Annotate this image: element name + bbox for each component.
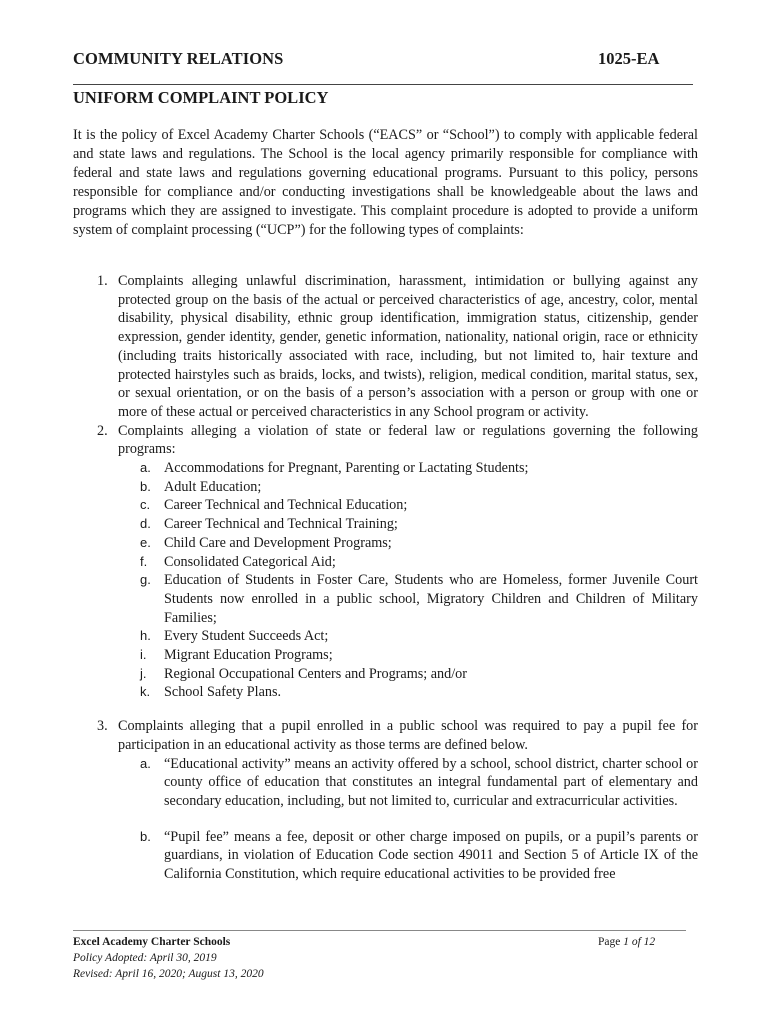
list-item-number: 1.	[97, 273, 108, 289]
sub-item-letter: d.	[140, 516, 151, 532]
sub-item-letter: j.	[140, 665, 147, 681]
policy-code: 1025-EA	[598, 49, 660, 68]
section-heading: COMMUNITY RELATIONS	[73, 49, 284, 68]
spacer	[73, 702, 698, 717]
header-divider	[73, 84, 693, 85]
sub-item-text: Child Care and Development Programs;	[164, 534, 392, 551]
policy-adopted-date: Policy Adopted: April 30, 2019	[73, 952, 217, 964]
page-number-value: 1 of 12	[623, 936, 656, 948]
sub-item-letter: a.	[140, 755, 151, 771]
sub-item	[73, 553, 698, 572]
sub-item-letter: g.	[140, 572, 151, 588]
sub-item	[73, 828, 698, 884]
sub-item	[73, 496, 698, 515]
sub-item-letter: f.	[140, 553, 148, 569]
sub-item-text: Regional Occupational Centers and Programs; and/or	[164, 665, 467, 682]
sub-item	[73, 755, 698, 811]
sub-item-letter: b.	[140, 828, 151, 844]
sub-item-letter: b.	[140, 478, 151, 494]
list-item	[73, 272, 698, 422]
sub-item-text: School Safety Plans.	[164, 684, 282, 701]
list-item-text: Complaints alleging unlawful discrimination, harassment, intimidation or bullying against any protected group on the basis of the actual or perceived characteristics of age, ancestry, color, mental disability, physical disability, ethnic group identification, immigration status, citizenship, gender expression, gender identity, gender, genetic information, nationality, national origin, race or ethnicity (including traits historically associated with race, including, but not limited to, hair texture and protected hairstyles such as braids, locks, and twists), religion, medical condition, marital status, sex, or sexual orientation, or on the basis of a person’s association with a person or group with one or more of these actual or perceived characteristics in any School program or activity.	[118, 273, 698, 420]
sub-item	[73, 627, 698, 646]
sub-item-letter: i.	[140, 647, 147, 663]
sub-item-text: Migrant Education Programs;	[164, 647, 333, 664]
sub-item	[73, 515, 698, 534]
list-item-text: Complaints alleging a violation of state or federal law or regulations governing the following programs:	[118, 422, 698, 458]
sub-item-text: Accommodations for Pregnant, Parenting or Lactating Students;	[164, 460, 529, 477]
sub-item-letter: e.	[140, 534, 151, 550]
list-item-text: Complaints alleging that a pupil enrolled in a public school was required to pay a pupil fee for participation in an educational activity as those terms are defined below.	[118, 718, 698, 753]
page-number-prefix: Page	[598, 936, 621, 948]
sub-item	[73, 534, 698, 553]
footer-organization: Excel Academy Charter Schools	[73, 936, 231, 948]
list-item	[73, 422, 698, 459]
sub-item	[73, 459, 698, 478]
policy-revised-date: Revised: April 16, 2020; August 13, 2020	[73, 968, 264, 980]
complaint-list	[73, 272, 698, 884]
list-item-number: 2.	[97, 422, 108, 439]
sub-item-text: “Pupil fee” means a fee, deposit or other charge imposed on pupils, or a pupil’s parents or guardians, in violation of Education Code section 49011 and Section 5 of Article IX of the California Constitution, which require educational activities to be provided free	[164, 828, 698, 883]
sub-item	[73, 683, 698, 702]
page-number	[598, 936, 655, 948]
sub-item-text: Adult Education;	[164, 478, 262, 495]
sub-item	[73, 646, 698, 665]
sub-item	[73, 665, 698, 684]
sub-item-text: Consolidated Categorical Aid;	[164, 553, 336, 570]
sub-item	[73, 478, 698, 497]
list-item	[73, 717, 698, 754]
sub-item	[73, 571, 698, 627]
sub-item-text: Career Technical and Technical Education;	[164, 497, 408, 514]
footer-divider	[73, 930, 686, 931]
intro-paragraph: It is the policy of Excel Academy Charter Schools (“EACS” or “School”) to comply with applicable federal and state laws and regulations. The School is the local agency primarily responsible for compliance with federal and state laws and regulations governing educational programs. Pursuant to this policy, persons responsible for compliance and/or conducting investigations shall be knowledgeable about the laws and programs which they are assigned to investigate. This complaint procedure is adopted to provide a uniform system of complaint processing (“UCP”) for the following types of complaints:	[73, 127, 698, 238]
sub-item-text: “Educational activity” means an activity offered by a school, school district, charter school or county office of education that constitutes an integral fundamental part of elementary and secondary education, including, but not limited to, curricular and extracurricular activities.	[164, 755, 698, 809]
page-title: UNIFORM COMPLAINT POLICY	[73, 88, 329, 107]
sub-item-letter: h.	[140, 628, 151, 644]
sub-item-letter: k.	[140, 684, 151, 700]
sub-item-letter: c.	[140, 497, 151, 513]
sub-item-text: Every Student Succeeds Act;	[164, 628, 329, 645]
spacer	[73, 811, 698, 828]
sub-item-letter: a.	[140, 460, 151, 476]
sub-item-text: Career Technical and Technical Training;	[164, 516, 398, 533]
sub-item-text: Education of Students in Foster Care, Students who are Homeless, former Juvenile Court Students now enrolled in a public school, Migratory Children and Children of Military Families;	[164, 572, 698, 626]
list-item-number: 3.	[97, 718, 108, 735]
